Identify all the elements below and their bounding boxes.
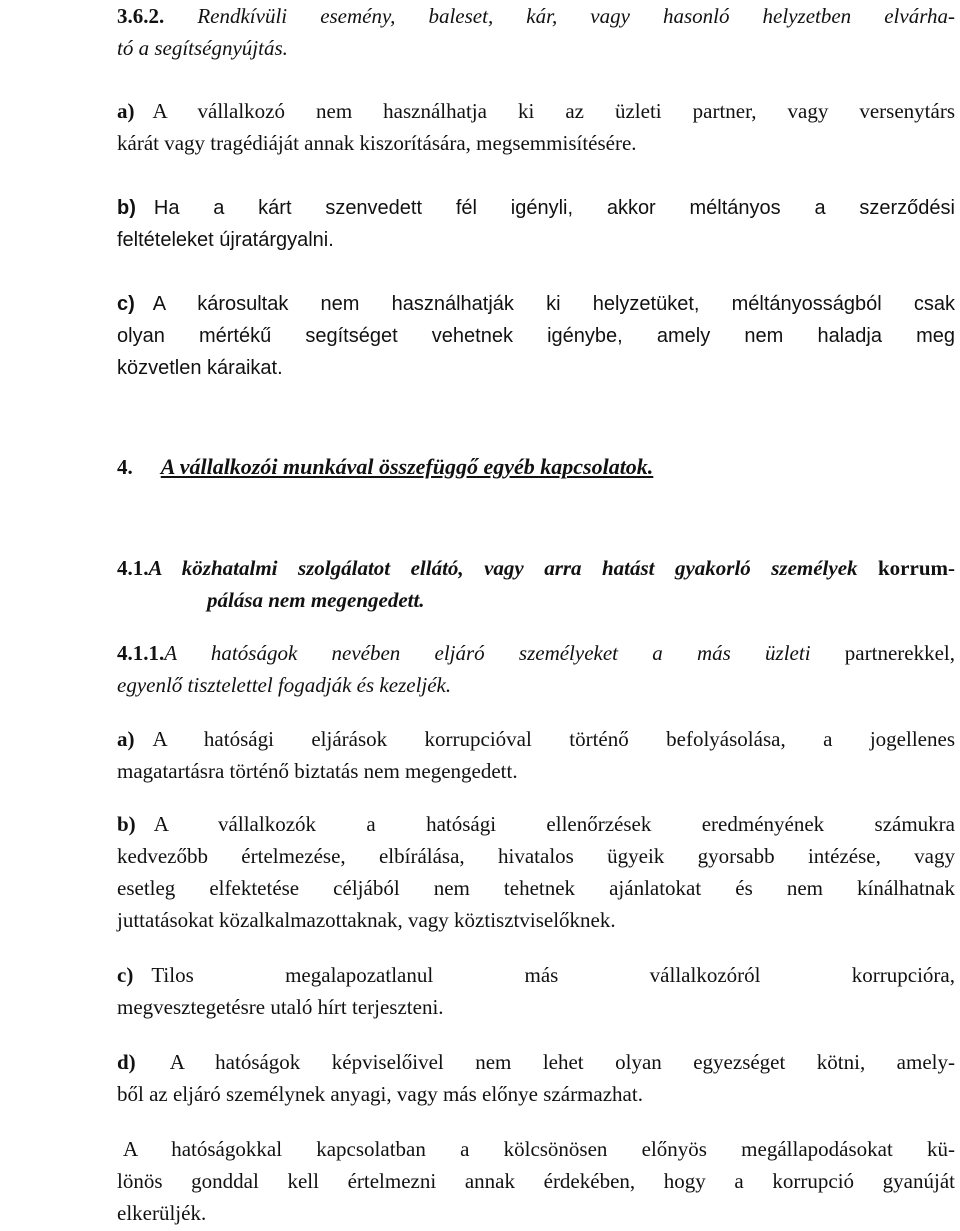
- section-title-tail: korrum-: [878, 556, 955, 580]
- paragraph-line: megvesztegetésre utaló hírt terjeszteni.: [117, 995, 444, 1019]
- heading-line: [117, 0, 955, 32]
- item-b-3-6-2: [117, 192, 955, 256]
- item-label: a): [117, 727, 135, 751]
- section-number: 4.1.: [117, 556, 149, 580]
- section-title: A hatóságok nevében eljáró személyeket a más üzleti: [164, 641, 811, 665]
- item-c-4-1-1: [117, 959, 955, 1023]
- paragraph-line: kárát vagy tragédiáját annak kiszorítására, megsemmisítésére.: [117, 131, 637, 155]
- section-number: 4.: [117, 455, 133, 479]
- section-number: 3.6.2.: [117, 4, 165, 28]
- item-d-4-1-1: [117, 1046, 955, 1110]
- section-title: A közhatalmi szolgálatot ellátó, vagy arra hatást gyakorló személyek: [148, 556, 858, 580]
- paragraph-line: A hatóságokkal kapcsolatban a kölcsönösen előnyös megállapodásokat kü-: [123, 1137, 955, 1161]
- paragraph-line: elkerüljék.: [117, 1201, 207, 1225]
- section-title-cont: egyenlő tisztelettel fogadják és kezeljék.: [117, 673, 452, 697]
- closing-paragraph: [117, 1133, 955, 1229]
- item-a-4-1-1: [117, 723, 955, 787]
- item-b-4-1-1: [117, 808, 955, 936]
- item-c-3-6-2: [117, 288, 955, 384]
- paragraph-line: juttatásokat közalkalmazottaknak, vagy köztisztviselőknek.: [117, 908, 616, 932]
- section-4-1-1-heading: [117, 637, 955, 701]
- section-title-cont: pálása nem megengedett.: [207, 588, 425, 612]
- heading-line: [117, 637, 955, 669]
- paragraph-line: [117, 723, 955, 755]
- paragraph-text: Tilos megalapozatlanul más vállalkozóról korrupcióra,: [151, 963, 955, 987]
- paragraph-line: [117, 808, 955, 840]
- paragraph-line: ből az eljáró személynek anyagi, vagy más előnye származhat.: [117, 1082, 643, 1106]
- heading-line: [117, 552, 955, 584]
- paragraph-text: A hatóságok képviselőivel nem lehet olyan egyezséget kötni, amely-: [169, 1050, 955, 1074]
- paragraph-line: [117, 192, 955, 224]
- item-label: b): [117, 197, 136, 219]
- section-title: Rendkívüli esemény, baleset, kár, vagy hasonló helyzetben elvárha-: [197, 4, 955, 28]
- paragraph-line: kedvezőbb értelmezése, elbírálása, hivatalos ügyeik gyorsabb intézése, vagy: [117, 844, 955, 868]
- paragraph-line: esetleg elfektetése céljából nem tehetnek ajánlatokat és nem kínálhatnak: [117, 876, 955, 900]
- item-label: c): [117, 293, 135, 315]
- paragraph-text: A vállalkozó nem használhatja ki az üzleti partner, vagy versenytárs: [152, 99, 955, 123]
- paragraph-text: Ha a kárt szenvedett fél igényli, akkor méltányos a szerződési: [153, 197, 955, 219]
- item-a-3-6-2: [117, 95, 955, 159]
- item-label: d): [117, 1050, 136, 1074]
- paragraph-line: olyan mértékű segítséget vehetnek igénybe, amely nem haladja meg: [117, 325, 955, 347]
- item-label: c): [117, 963, 134, 987]
- paragraph-line: lönös gonddal kell értelmezni annak érdekében, hogy a korrupció gyanúját: [117, 1169, 955, 1193]
- paragraph-text: A hatósági eljárások korrupcióval történő befolyásolása, a jogellenes: [152, 727, 955, 751]
- item-label: b): [117, 812, 136, 836]
- section-3-6-2-heading: [117, 0, 955, 64]
- section-title-cont: tó a segítségnyújtás.: [117, 36, 288, 60]
- section-4-1-heading: [117, 552, 955, 616]
- paragraph-line: feltételeket újratárgyalni.: [117, 229, 334, 251]
- paragraph-line: magatartásra történő biztatás nem megengedett.: [117, 759, 518, 783]
- section-4-heading: [117, 451, 955, 483]
- item-label: a): [117, 99, 135, 123]
- paragraph-line: közvetlen káraikat.: [117, 357, 283, 379]
- section-number: 4.1.1.: [117, 641, 165, 665]
- paragraph-line: [117, 95, 955, 127]
- heading-line: [117, 451, 955, 483]
- paragraph-line: [117, 288, 955, 320]
- paragraph-text: A vállalkozók a hatósági ellenőrzések eredményének számukra: [153, 812, 955, 836]
- paragraph-text: A károsultak nem használhatják ki helyzetüket, méltányosságból csak: [152, 293, 955, 315]
- section-title: A vállalkozói munkával összefüggő egyéb kapcsolatok.: [160, 454, 654, 479]
- paragraph-line: [117, 1046, 955, 1078]
- paragraph-line: [117, 959, 955, 991]
- section-title-tail: partnerekkel,: [844, 641, 955, 665]
